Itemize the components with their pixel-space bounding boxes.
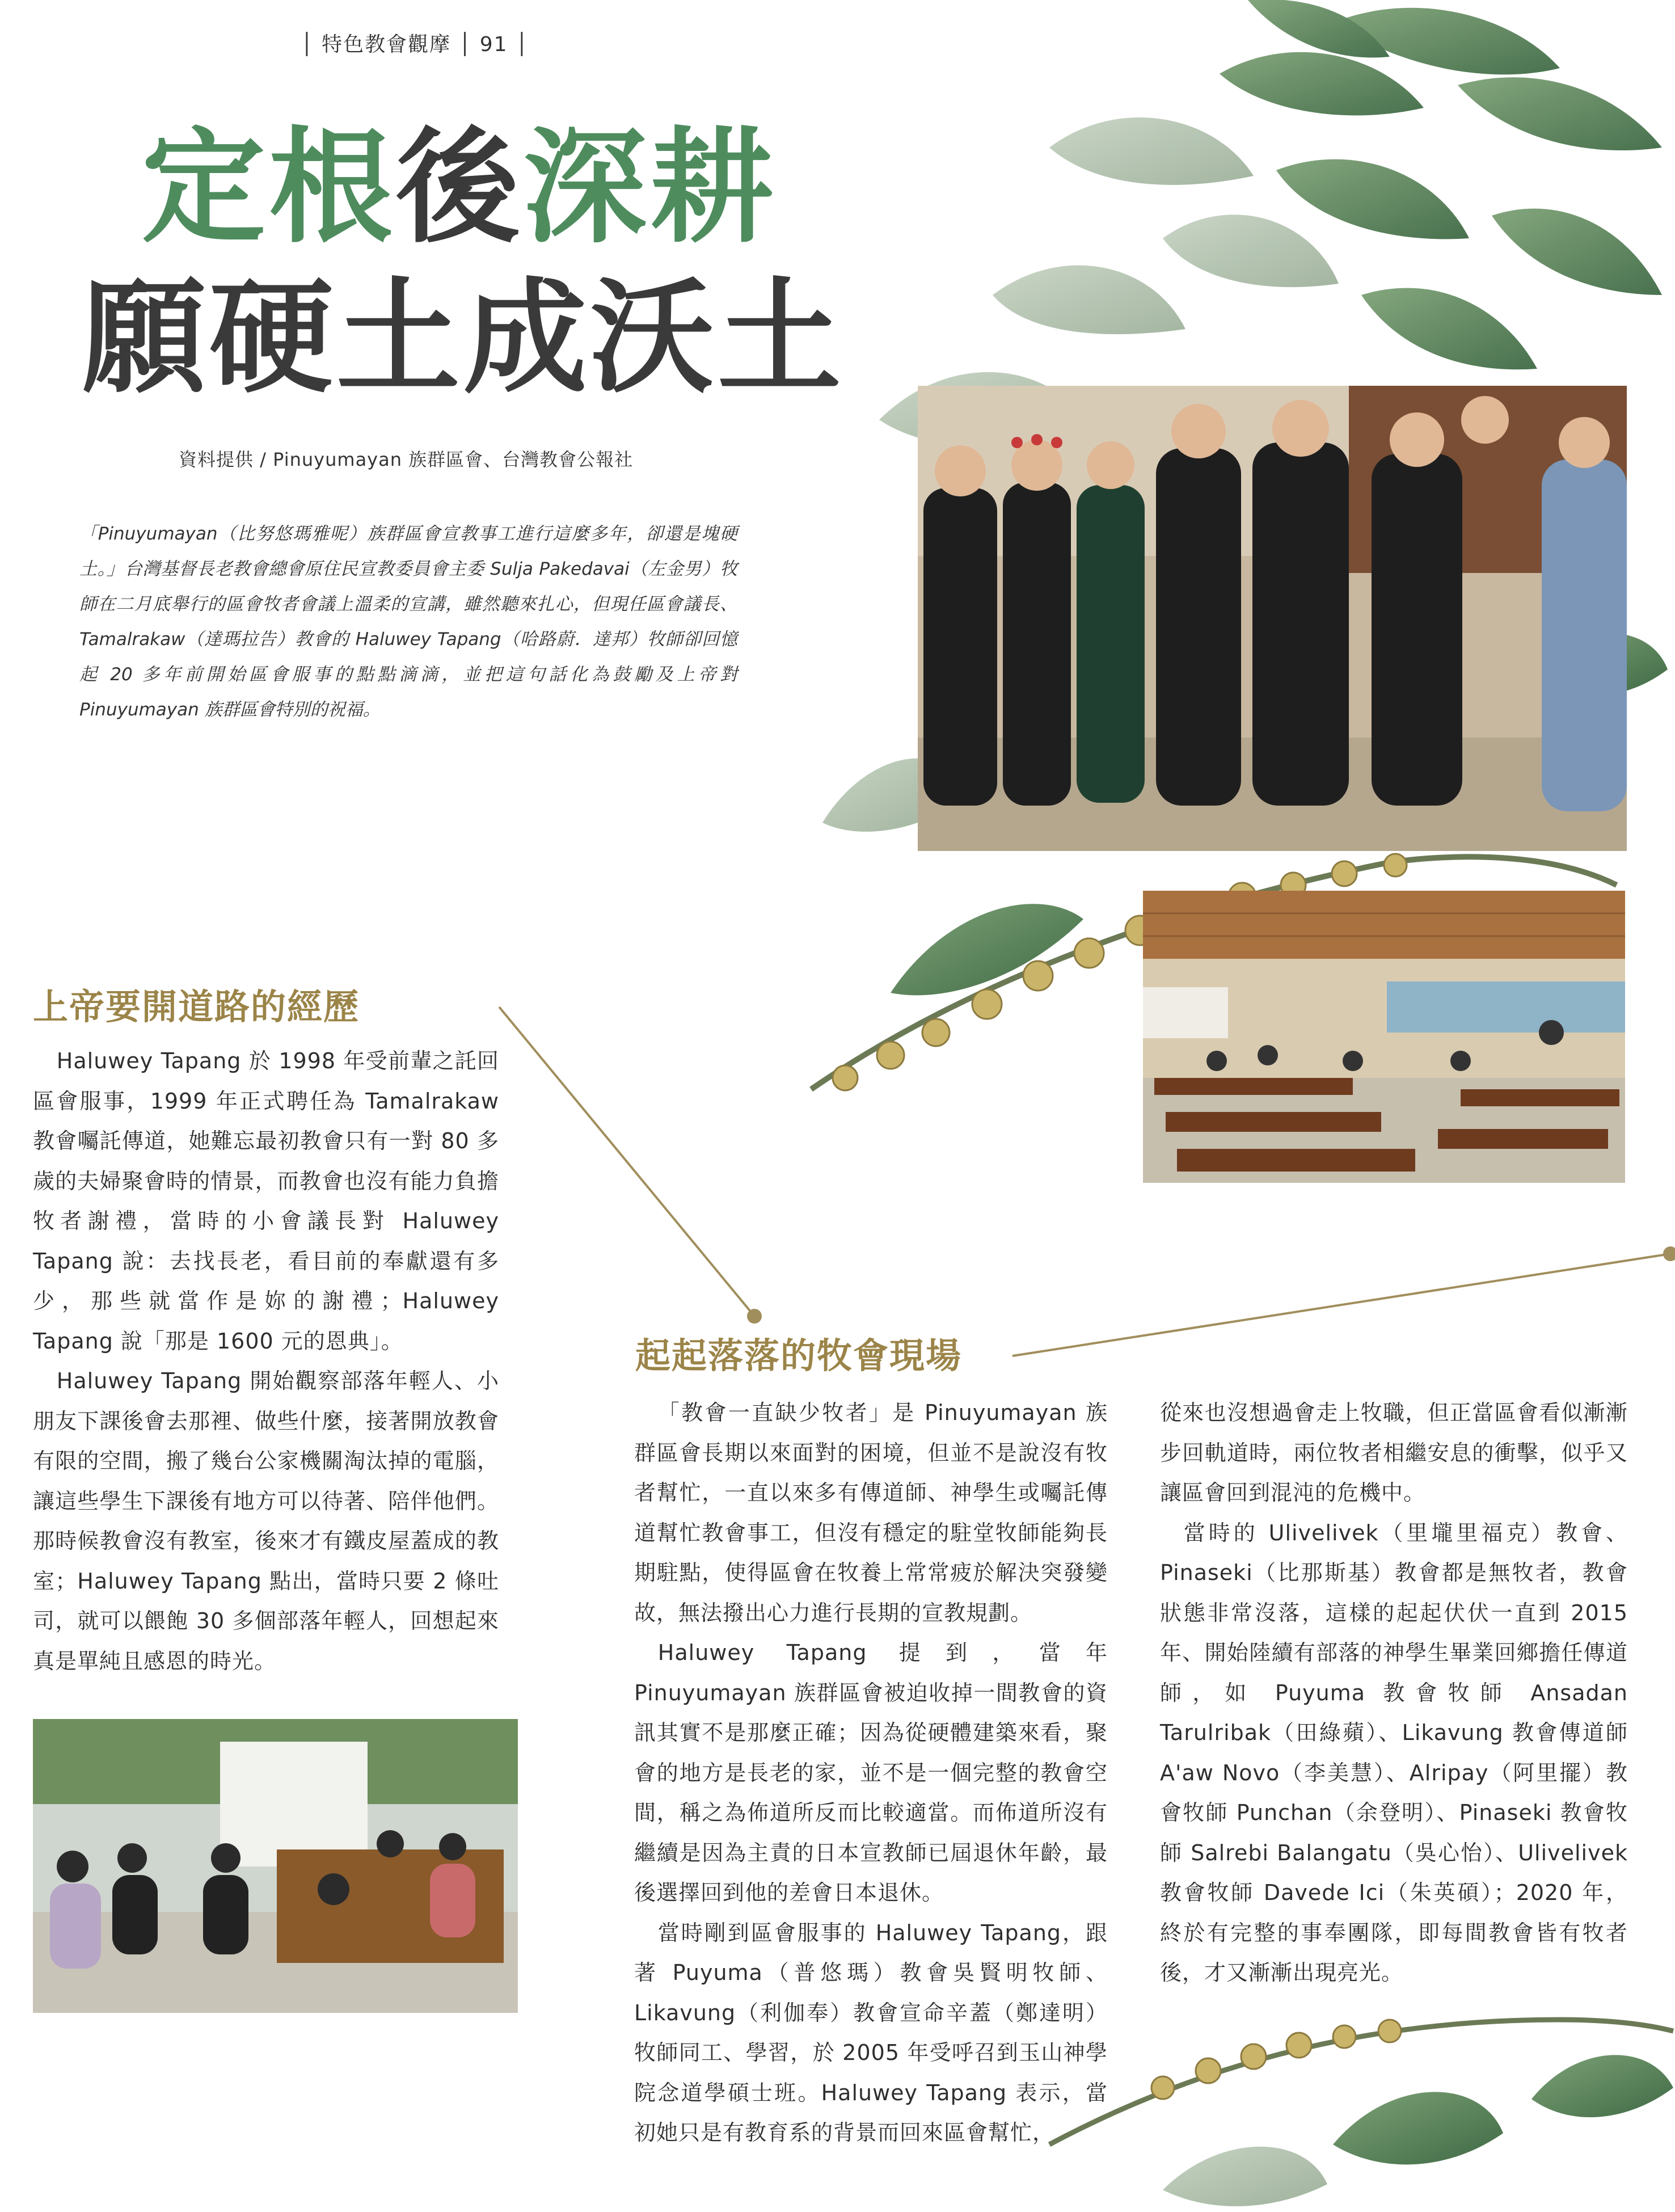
paragraph: 當時的 Ulivelivek（里壠里福克）教會、Pinaseki（比那斯基）教會都是無牧者，教會狀態非常沒落，這樣的起起伏伏一直到 2015 年、開始陸續有部落的神學生畢業回鄉擔任傳道師，如 Puyuma 教會牧師 Ansadan Tarulribak（田綠蘋）、Likavung 教會傳道師 A'aw Novo（李美慧）、Alripay（阿里擺）教會牧師 Punchan（余登明）、Pinaseki 教會牧師 Salrebi Balangatu（吳心怡）、Ulivelivek 教會牧師 Davede Ici（朱英碩）；2020 年，終於有完整的事奉團隊，即每間教會皆有牧者後，才又漸漸出現亮光。 (1160, 1520, 1628, 1985)
paragraph: Haluwey Tapang 於 1998 年受前輩之託回區會服事，1999 年正式聘任為 Tamalrakaw 教會囑託傳道，她難忘最初教會只有一對 80 多歲的夫婦聚會時的情景，而教會也沒有能力負擔牧者謝禮，當時的小會議長對 Haluwey Tapang 說：去找長老，看目前的奉獻還有多少，那些就當作是妳的謝禮；Haluwey Tapang 說「那是 1600 元的恩典」。 (33, 1048, 499, 1354)
section-label: 特色教會觀摩 (322, 33, 452, 56)
paragraph: Haluwey Tapang 開始觀察部落年輕人、小朋友下課後會去那裡、做些什麼，接著開放教會有限的空間，搬了幾台公家機關淘汰掉的電腦，讓這些學生下課後有地方可以待著、陪伴他們。那時候教會沒有教室，後來才有鐵皮屋蓋成的教室；Haluwey Tapang 點出，當時只要 2 條吐司，就可以餵飽 30 多個部落年輕人，回想起來真是單純且感恩的時光。 (33, 1368, 499, 1674)
column-2 (634, 1393, 1108, 2153)
credit-line: 資料提供 / Pinuyumayan 族群區會、台灣教會公報社 (179, 449, 634, 470)
title-line-1 (142, 116, 777, 258)
page-header: │ 特色教會觀摩 │ 91 │ (301, 33, 529, 56)
section-heading-1: 上帝要開道路的經歷 (33, 986, 360, 1027)
title-word-2: 後 (396, 115, 523, 260)
paragraph: 從來也沒想過會走上牧職，但正當區會看似漸漸步回軌道時，兩位牧者相繼安息的衝擊，似乎又讓區會回到混沌的危機中。 (1160, 1400, 1628, 1505)
section-heading-2: 起起落落的牧會現場 (635, 1335, 963, 1376)
column-3 (1160, 1393, 1628, 1993)
title-word-3: 深耕 (523, 115, 777, 260)
page-number: 91 (479, 33, 508, 56)
paragraph: Haluwey Tapang 提到，當年 Pinuyumayan 族群區會被迫收掉一間教會的資訊其實不是那麼正確；因為從硬體建築來看，聚會的地方是長老的家，並不是一個完整的教會空間，稱之為佈道所反而比較適當。而佈道所沒有繼續是因為主責的日本宣教師已屆退休年齡，最後選擇回到他的差會日本退休。 (634, 1640, 1108, 1905)
group-photo (918, 386, 1627, 851)
column-1 (33, 1041, 499, 1681)
outdoor-meeting-photo (33, 1719, 518, 2013)
lead-paragraph: 「Pinuyumayan（比努悠瑪雅呢）族群區會宣教事工進行這麼多年，卻還是塊硬土。」台灣基督長老教會總會原住民宣教委員會主委 Sulja Pakedavai（左金男）牧師在二月底舉行的區會牧者會議上溫柔的宣講，雖然聽來扎心，但現任區會議長、Tamalrakaw（達瑪拉告）教會的 Haluwey Tapang（哈路蔚．達邦）牧師卻回憶起 20 多年前開始區會服事的點點滴滴，並把這句話化為鼓勵及上帝對 Pinuyumayan 族群區會特別的祝福。 (79, 524, 737, 720)
title-line-2: 願硬土成沃土 (82, 265, 845, 410)
title-word-1: 定根 (142, 115, 396, 260)
paragraph: 「教會一直缺少牧者」是 Pinuyumayan 族群區會長期以來面對的困境，但並不是說沒有牧者幫忙，一直以來多有傳道師、神學生或囑託傳道幫忙教會事工，但沒有穩定的駐堂牧師能夠長期駐點，使得區會在牧養上常常疲於解決突發變故，無法撥出心力進行長期的宣教規劃。 (634, 1400, 1108, 1625)
paragraph: 當時剛到區會服事的 Haluwey Tapang，跟著 Puyuma（普悠瑪）教會吳賢明牧師、Likavung（利伽奉）教會宣命辛蓋（鄭達明）牧師同工、學習，於 2005 年受呼召到玉山神學院念道學碩士班。Haluwey Tapang 表示，當初她只是有教育系的背景而回來區會幫忙， (634, 1920, 1108, 2145)
church-interior-photo (1143, 891, 1625, 1183)
